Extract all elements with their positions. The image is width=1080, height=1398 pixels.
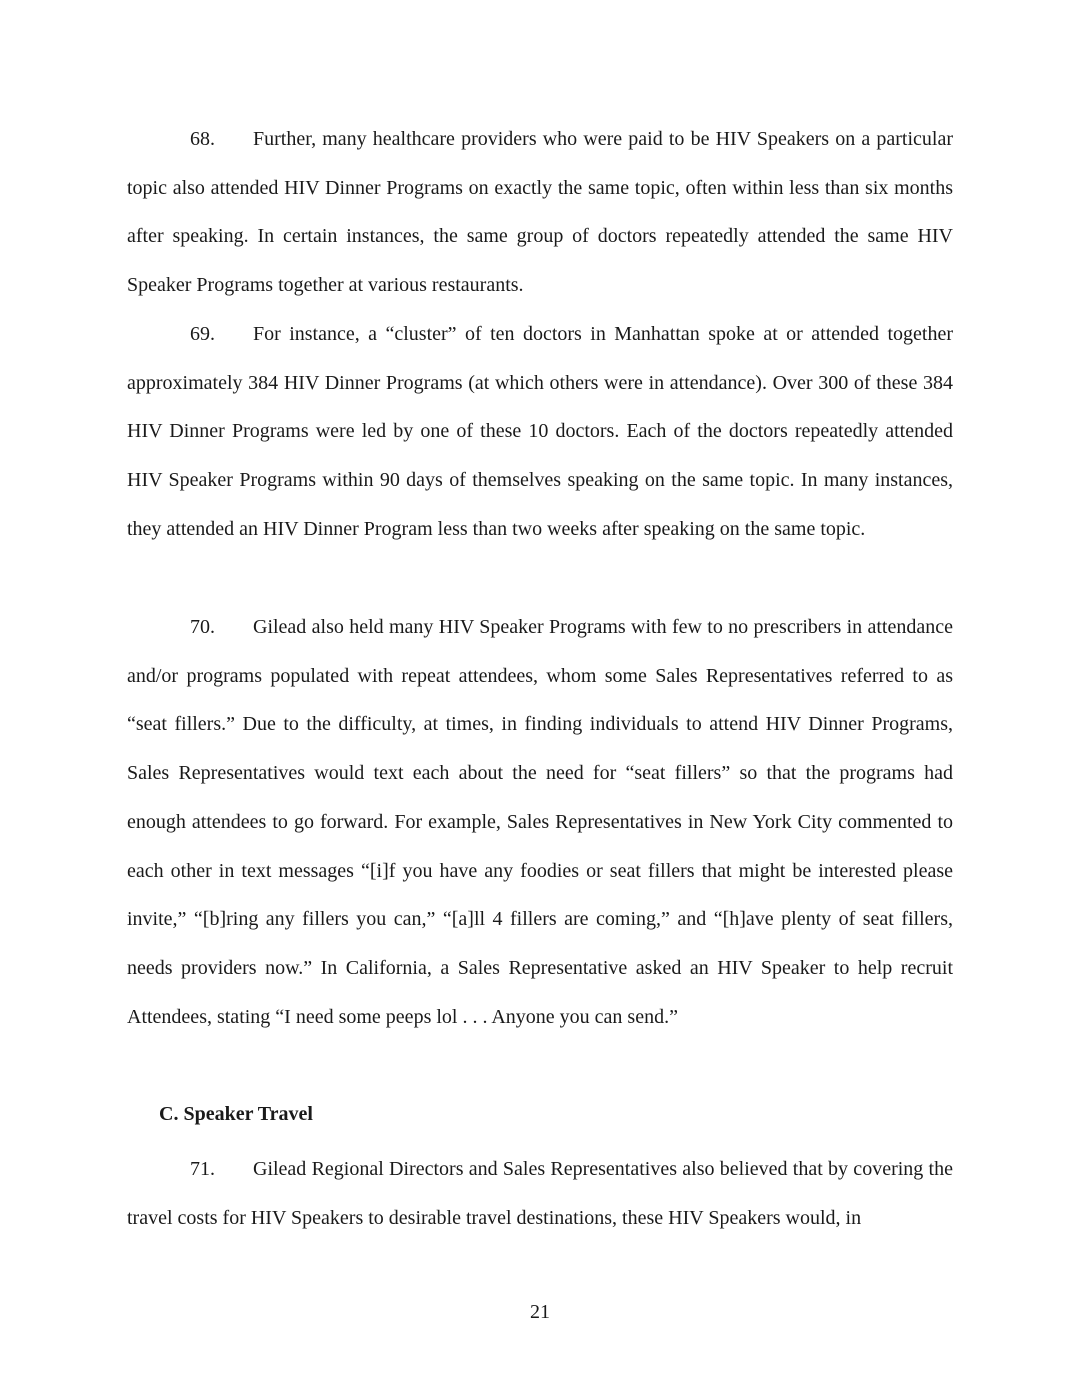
page-number: 21 (530, 1301, 550, 1323)
paragraph-69 (127, 310, 953, 554)
paragraph-68 (127, 115, 953, 310)
paragraph-71 (127, 1145, 953, 1242)
paragraph-text: For instance, a “cluster” of ten doctors in Manhattan spoke at or attended together approximately 384 HIV Dinner Programs (at which others were in attendance). Over 300 of these 384 HIV Dinner Programs were led by one of these 10 doctors. Each of the doctors repeatedly attended HIV Speaker Programs within 90 days of themselves speaking on the same topic. In many instances, they attended an HIV Dinner Program less than two weeks after speaking on the same topic. (127, 323, 953, 540)
paragraph-text: Gilead Regional Directors and Sales Representatives also believed that by covering the travel costs for HIV Speakers to desirable travel destinations, these HIV Speakers would, in (127, 1158, 953, 1229)
section-heading: C. Speaker Travel (159, 1103, 313, 1125)
paragraph-number: 69. (190, 323, 215, 345)
paragraph-text: Further, many healthcare providers who were paid to be HIV Speakers on a particular topic also attended HIV Dinner Programs on exactly the same topic, often within less than six months after speaking. In certain instances, the same group of doctors repeatedly attended the same HIV Speaker Programs together at various restaurants. (127, 128, 953, 297)
paragraph-text: Gilead also held many HIV Speaker Programs with few to no prescribers in attendance and/or programs populated with repeat attendees, whom some Sales Representatives referred to as “seat fillers.” Due to the difficulty, at times, in finding individuals to attend HIV Dinner Programs, Sales Representatives would text each about the need for “seat fillers” so that the programs had enough attendees to go forward. For example, Sales Representatives in New York City commented to each other in text messages “[i]f you have any foodies or seat fillers that might be interested please invite,” “[b]ring any fillers you can,” “[a]ll 4 fillers are coming,” and “[h]ave plenty of seat fillers, needs providers now.” In California, a Sales Representative asked an HIV Speaker to help recruit Attendees, stating “I need some peeps lol . . . Anyone you can send.” (127, 616, 953, 1028)
paragraph-number: 71. (190, 1158, 215, 1180)
paragraph-number: 68. (190, 128, 215, 150)
paragraph-number: 70. (190, 616, 215, 638)
paragraph-70 (127, 603, 953, 1041)
